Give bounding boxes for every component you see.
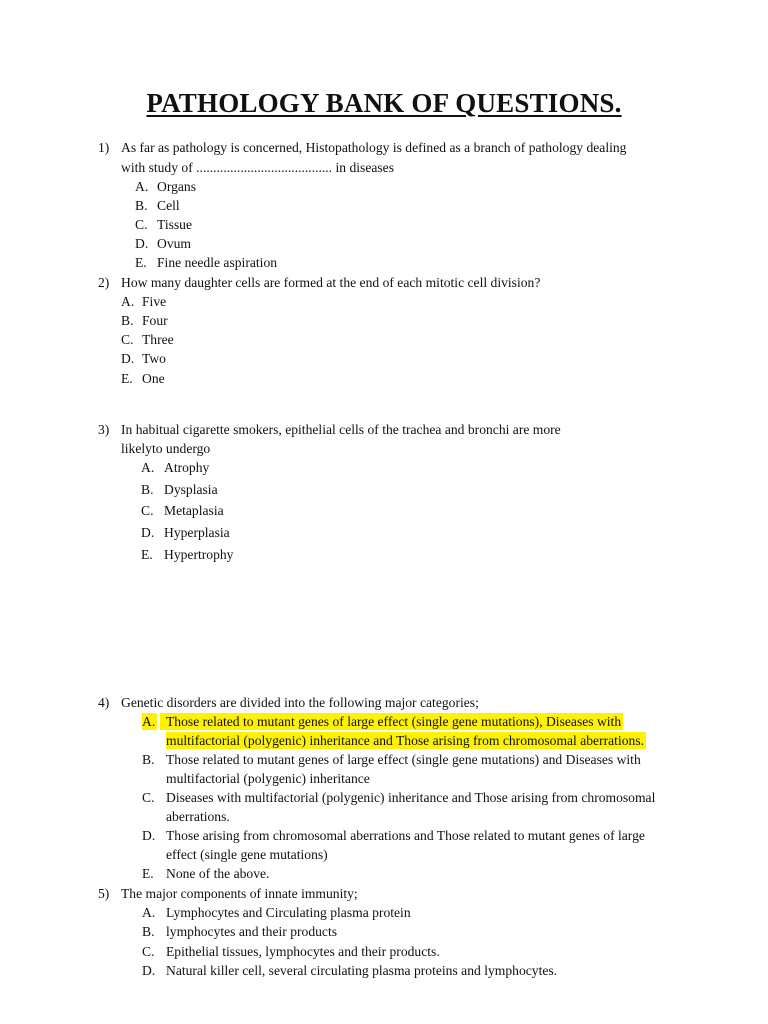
question-text-line: As far as pathology is concerned, Histopathology is defined as a branch of pathology dealing — [121, 140, 627, 155]
option-letter: C. — [121, 332, 134, 347]
option-letter: D. — [121, 351, 135, 366]
option-text: Three — [142, 332, 174, 347]
option-text-line: Diseases with multifactorial (polygenic) inheritance and Those arising from chromosomal — [166, 790, 656, 805]
option-letter: A. — [135, 179, 149, 194]
option-text-line: Those related to mutant genes of large effect (single gene mutations) and Diseases with — [166, 752, 641, 767]
option-text: Fine needle aspiration — [157, 255, 278, 270]
option-letter: D. — [135, 236, 149, 251]
option-text-line: aberrations. — [166, 809, 230, 824]
option-letter: D. — [141, 525, 155, 540]
question-text-line: with study of ........................................ in diseases — [121, 160, 394, 175]
option-text: Cell — [157, 198, 180, 213]
question-text-line: likelyto undergo — [121, 441, 211, 456]
option-letter: E. — [135, 255, 147, 270]
option-text: Epithelial tissues, lymphocytes and their products. — [166, 944, 440, 959]
option-text: Ovum — [157, 236, 191, 251]
option-letter: D. — [142, 963, 156, 978]
option-letter: A. — [141, 460, 155, 475]
highlighted-option-letter: A. — [142, 714, 156, 729]
option-text-line — [166, 732, 646, 749]
option-letter: E. — [141, 547, 153, 562]
option-text: Hyperplasia — [164, 525, 230, 540]
option-text: Lymphocytes and Circulating plasma protein — [166, 905, 411, 920]
option-text-line — [160, 713, 623, 730]
option-letter: B. — [141, 482, 154, 497]
option-text: lymphocytes and their products — [166, 924, 338, 939]
highlighted-option-text: multifactorial (polygenic) inheritance and Those arising from chromosomal aberrations. — [166, 733, 645, 748]
option-text: Two — [142, 351, 166, 366]
option-text: Organs — [157, 179, 197, 194]
option-letter: C. — [135, 217, 148, 232]
option-letter: E. — [121, 371, 133, 386]
highlighted-option-text: Those related to mutant genes of large effect (single gene mutations), Diseases with — [160, 713, 623, 730]
question-number: 5) — [98, 886, 110, 901]
question-text-line: Genetic disorders are divided into the following major categories; — [121, 695, 479, 710]
option-text: Atrophy — [164, 460, 210, 475]
question-text-line: How many daughter cells are formed at the end of each mitotic cell division? — [121, 275, 541, 290]
option-letter: E. — [142, 866, 154, 881]
option-letter: B. — [135, 198, 148, 213]
question-number: 3) — [98, 422, 110, 437]
option-letter: B. — [142, 752, 155, 767]
option-letter: A. — [142, 905, 156, 920]
option-letter: A. — [121, 294, 135, 309]
option-letter: C. — [142, 944, 155, 959]
option-text: Five — [142, 294, 167, 309]
option-text: Dysplasia — [164, 482, 218, 497]
option-text-line: Those arising from chromosomal aberrations and Those related to mutant genes of large — [166, 828, 645, 843]
question-number: 2) — [98, 275, 110, 290]
option-text: Tissue — [157, 217, 193, 232]
page-title: PATHOLOGY BANK OF QUESTIONS. — [146, 88, 622, 118]
option-letter: D. — [142, 828, 156, 843]
option-letter: B. — [142, 924, 155, 939]
option-letter — [142, 713, 157, 730]
option-letter: C. — [141, 503, 154, 518]
option-letter: B. — [121, 313, 134, 328]
option-text: Metaplasia — [164, 503, 224, 518]
option-text: One — [142, 371, 165, 386]
option-text-line: multifactorial (polygenic) inheritance — [166, 771, 370, 786]
option-text: Hypertrophy — [164, 547, 234, 562]
question-number: 1) — [98, 140, 110, 155]
option-text-line: None of the above. — [166, 866, 270, 881]
option-text: Four — [142, 313, 168, 328]
option-text-line: effect (single gene mutations) — [166, 847, 328, 862]
option-text: Natural killer cell, several circulating plasma proteins and lymphocytes. — [166, 963, 558, 978]
question-number: 4) — [98, 695, 110, 710]
question-text-line: In habitual cigarette smokers, epithelial cells of the trachea and bronchi are more — [121, 422, 561, 437]
question-text-line: The major components of innate immunity; — [121, 886, 358, 901]
option-letter: C. — [142, 790, 155, 805]
